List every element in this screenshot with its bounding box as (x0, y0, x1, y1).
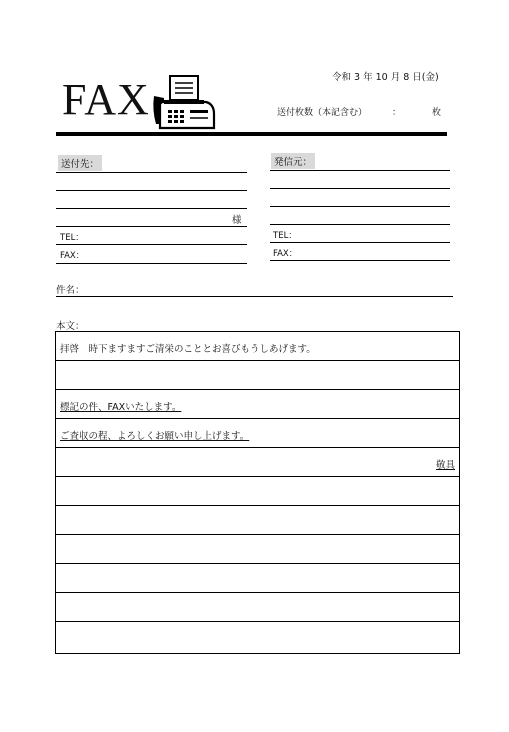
to-label: 送付先： (58, 155, 102, 171)
from-line-1 (270, 170, 450, 171)
body-table[interactable] (55, 331, 460, 654)
pages-label: 送付枚数（本記含む） (277, 108, 368, 118)
to-tel-label: TEL： (60, 233, 84, 243)
from-tel-label: TEL： (273, 231, 297, 241)
to-honorific: 様 (232, 215, 242, 226)
pages-unit: 枚 (432, 108, 442, 118)
from-tel-line[interactable] (270, 242, 450, 243)
fax-title: FAX (62, 75, 150, 124)
body-row[interactable] (56, 477, 459, 506)
pages-colon: ： (392, 108, 402, 118)
body-row[interactable] (56, 506, 459, 535)
fax-machine-icon (148, 74, 216, 130)
to-line-1 (56, 172, 247, 173)
body-row[interactable] (56, 361, 459, 390)
from-line-3[interactable] (270, 206, 450, 207)
from-fax-label: FAX： (273, 249, 298, 259)
body-row[interactable] (56, 593, 459, 622)
from-line-2[interactable] (270, 188, 450, 189)
body-row[interactable] (56, 419, 459, 448)
body-row[interactable] (56, 448, 459, 477)
to-line-4 (56, 226, 247, 227)
body-row[interactable] (56, 535, 459, 564)
to-tel-line[interactable] (56, 244, 247, 245)
body-row-text: ご査収の程、よろしくお願い申し上げます。 (60, 431, 250, 442)
subject-label: 件名： (56, 285, 85, 296)
from-label: 発信元： (271, 153, 315, 169)
body-row-text: 標記の件、FAXいたします。 (60, 402, 182, 413)
body-row[interactable] (56, 390, 459, 419)
body-row[interactable] (56, 622, 459, 651)
to-fax-line[interactable] (56, 263, 247, 264)
subject-line[interactable] (56, 296, 453, 297)
body-row-closing: 敬具 (435, 460, 455, 471)
header-rule (56, 132, 447, 136)
from-fax-line[interactable] (270, 260, 450, 261)
body-row-text: 拝啓 時下ますますご清栄のこととお喜びもうしあげます。 (60, 344, 316, 355)
to-line-2[interactable] (56, 190, 247, 191)
body-row[interactable] (56, 564, 459, 593)
to-fax-label: FAX： (60, 251, 85, 261)
body-label: 本文： (56, 321, 85, 332)
to-line-3[interactable] (56, 208, 247, 209)
from-line-4 (270, 224, 450, 225)
date: 令和 3 年 10 月 8 日(金) (332, 72, 439, 83)
body-row[interactable] (56, 332, 459, 361)
